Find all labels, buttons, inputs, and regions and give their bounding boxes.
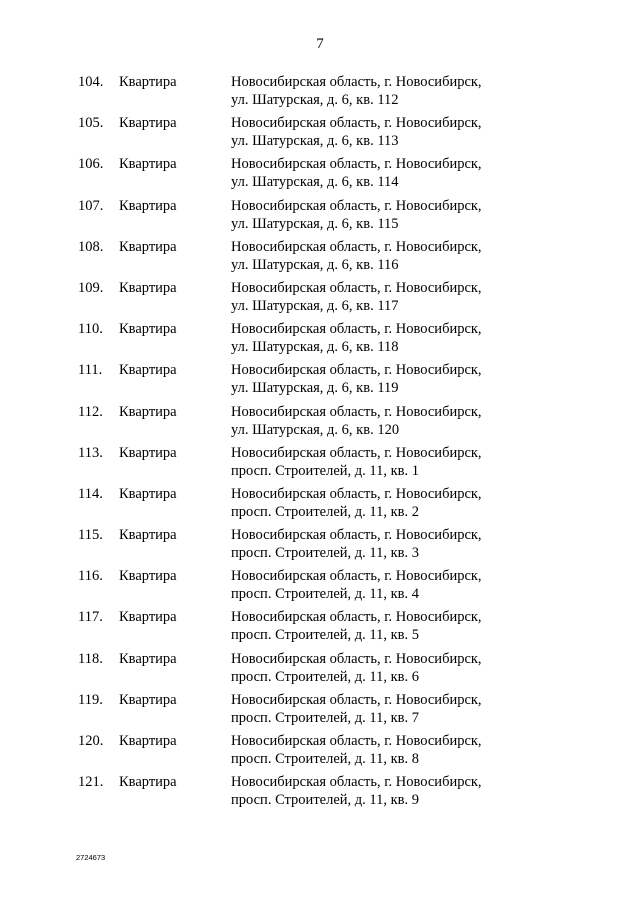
address-line-2: просп. Строителей, д. 11, кв. 9 [231,792,420,809]
address-line-1: Новосибирская область, г. Новосибирск, [231,403,482,420]
address-line-1: Новосибирская область, г. Новосибирск, [231,238,482,255]
address-line-2: ул. Шатурская, д. 6, кв. 112 [231,92,399,108]
row-number: 105. [78,115,104,132]
row-number: 115. [78,527,103,544]
address-line-2: просп. Строителей, д. 11, кв. 5 [231,627,420,644]
property-type: Квартира [119,362,177,379]
property-address [231,732,531,768]
property-type: Квартира [119,279,177,296]
property-type: Квартира [119,238,177,255]
row-number: 117. [78,609,103,626]
row-number: 120. [78,733,104,749]
property-address [231,691,531,727]
property-type: Квартира [119,197,177,214]
property-address [231,279,531,315]
address-line-2: ул. Шатурская, д. 6, кв. 117 [231,297,399,314]
address-line-1: Новосибирская область, г. Новосибирск, [231,609,482,626]
address-line-2: ул. Шатурская, д. 6, кв. 113 [231,133,399,150]
list-item [0,238,640,279]
property-type: Квартира [119,321,177,338]
property-type: Квартира [119,156,177,173]
property-address [231,155,531,191]
property-address [231,197,531,233]
property-address [231,238,531,274]
page-number: 7 [316,36,324,52]
address-line-2: ул. Шатурская, д. 6, кв. 120 [231,421,400,438]
property-address [231,526,531,562]
address-line-2: просп. Строителей, д. 11, кв. 6 [231,668,420,685]
property-type: Квартира [119,403,177,420]
address-line-2: ул. Шатурская, д. 6, кв. 119 [231,380,399,397]
row-number: 119. [78,691,103,708]
address-line-1: Новосибирская область, г. Новосибирск, [231,444,482,461]
address-line-1: Новосибирская область, г. Новосибирск, [231,362,482,379]
row-number: 114. [78,485,103,502]
list-item [0,114,640,155]
row-number: 116. [78,568,103,585]
address-line-2: ул. Шатурская, д. 6, кв. 118 [231,339,399,356]
property-type: Квартира [119,733,177,749]
address-line-2: ул. Шатурская, д. 6, кв. 115 [231,215,399,232]
address-line-1: Новосибирская область, г. Новосибирск, [231,74,482,90]
property-type: Квартира [119,609,177,626]
row-number: 106. [78,156,104,173]
list-item [0,73,640,114]
list-item [0,608,640,649]
property-address [231,73,531,109]
list-item [0,650,640,691]
list-item [0,485,640,526]
list-item [0,526,640,567]
address-line-2: ул. Шатурская, д. 6, кв. 114 [231,174,399,191]
row-number: 110. [78,321,103,338]
property-type: Квартира [119,444,177,461]
property-address [231,608,531,644]
list-item [0,197,640,238]
address-line-1: Новосибирская область, г. Новосибирск, [231,650,482,667]
address-line-1: Новосибирская область, г. Новосибирск, [231,691,482,708]
row-number: 111. [78,362,103,379]
address-line-1: Новосибирская область, г. Новосибирск, [231,156,482,173]
property-type: Квартира [119,568,177,585]
document-code: 2724673 [76,853,106,862]
property-type: Квартира [119,485,177,502]
list-item [0,444,640,485]
row-number: 112. [78,403,103,420]
address-line-1: Новосибирская область, г. Новосибирск, [231,568,482,585]
row-number: 113. [78,444,103,461]
list-item [0,320,640,361]
list-item [0,567,640,608]
list-item [0,279,640,320]
list-item [0,155,640,196]
property-type: Квартира [119,774,177,791]
address-line-2: просп. Строителей, д. 11, кв. 2 [231,503,420,520]
address-line-2: просп. Строителей, д. 11, кв. 1 [231,462,420,479]
property-address [231,114,531,150]
list-item [0,691,640,732]
property-type: Квартира [119,650,177,667]
list-item [0,773,640,814]
address-line-1: Новосибирская область, г. Новосибирск, [231,527,482,544]
address-line-1: Новосибирская область, г. Новосибирск, [231,321,482,338]
row-number: 118. [78,650,103,667]
address-line-1: Новосибирская область, г. Новосибирск, [231,485,482,502]
property-address [231,361,531,397]
property-type: Квартира [119,74,177,90]
property-type: Квартира [119,691,177,708]
address-line-1: Новосибирская область, г. Новосибирск, [231,197,482,214]
list-item [0,732,640,773]
address-line-2: просп. Строителей, д. 11, кв. 7 [231,709,420,726]
property-address [231,567,531,603]
address-line-1: Новосибирская область, г. Новосибирск, [231,733,482,749]
property-address [231,650,531,686]
row-number: 107. [78,197,104,214]
row-number: 109. [78,279,104,296]
row-number: 121. [78,774,104,791]
property-list [0,73,640,814]
address-line-2: просп. Строителей, д. 11, кв. 3 [231,545,420,562]
row-number: 108. [78,238,104,255]
address-line-1: Новосибирская область, г. Новосибирск, [231,774,482,791]
list-item [0,403,640,444]
address-line-2: ул. Шатурская, д. 6, кв. 116 [231,256,399,273]
property-address [231,773,531,809]
property-address [231,403,531,439]
property-address [231,485,531,521]
address-line-1: Новосибирская область, г. Новосибирск, [231,115,482,132]
list-item [0,361,640,402]
row-number: 104. [78,74,104,90]
address-line-1: Новосибирская область, г. Новосибирск, [231,279,482,296]
address-line-2: просп. Строителей, д. 11, кв. 4 [231,586,420,603]
property-address [231,320,531,356]
property-type: Квартира [119,527,177,544]
address-line-2: просп. Строителей, д. 11, кв. 8 [231,751,420,767]
property-type: Квартира [119,115,177,132]
property-address [231,444,531,480]
